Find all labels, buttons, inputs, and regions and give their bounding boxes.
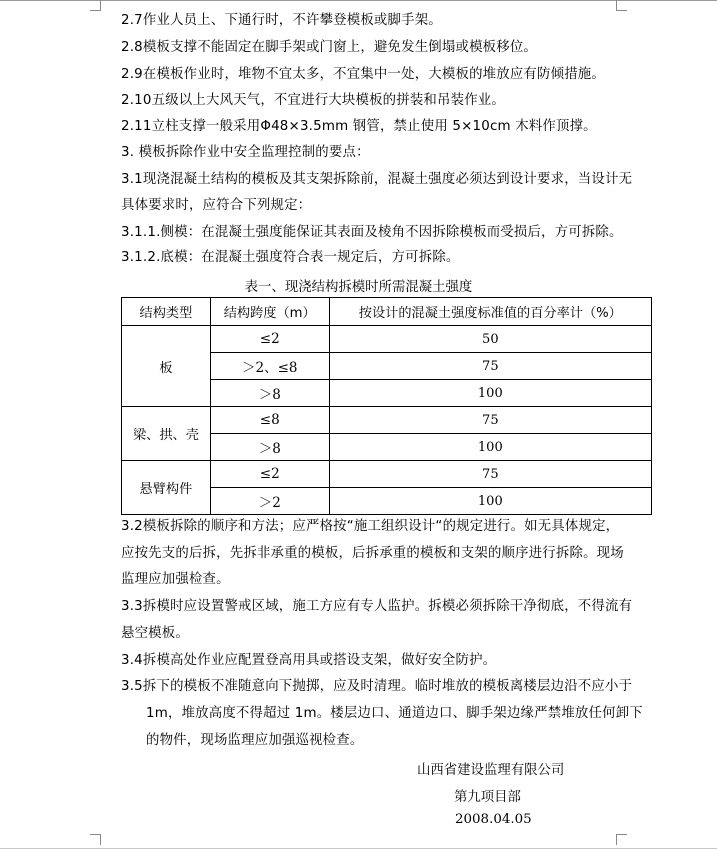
paragraph-2-9: 2.9在模板作业时，堆物不宜太多，不宜集中一处，大模板的堆放应有防倾措施。 [121,67,605,82]
paragraph-3-2-line2: 应按先支的后拆，先拆非承重的模板，后拆承重的模板和支架的顺序进行拆除。现场 [121,546,624,561]
margin-mark-top-right [616,0,627,11]
paragraph-3-2-line1: 3.2模板拆除的顺序和方法；应严格按“施工组织设计“的规定进行。如无具体规定， [121,519,620,534]
cell-span: ≤2 [210,461,329,488]
table-caption: 表一、现浇结构拆模时所需混凝土强度 [244,280,473,295]
cell-percentage: 75 [329,353,651,380]
cell-span: ＞8 [210,380,329,407]
paragraph-2-7: 2.7作业人员上、下通行时，不许攀登模板或脚手架。 [121,13,442,28]
paragraph-3-3-line1: 3.3拆模时应设置警戒区域，施工方应有专人监护。拆模必须拆除干净彻底，不得流有 [121,599,633,614]
paragraph-3-5-line3: 的物件，现场监理应加强巡视检查。 [146,733,364,748]
paragraph-3-5-line2: 1m，堆放高度不得超过 1m。楼层边口、通道边口、脚手架边缘严禁堆放任何卸下 [146,706,643,721]
header-structure-type: 结构类型 [122,298,211,326]
paragraph-2-8: 2.8模板支撑不能固定在脚手架或门窗上，避免发生倒塌或模板移位。 [121,40,538,55]
cell-percentage: 75 [329,461,651,488]
signature-department: 第九项目部 [454,790,521,805]
table-row [122,407,652,434]
margin-mark-top-left [90,0,101,11]
cell-percentage: 50 [329,326,651,353]
paragraph-3-3-line2: 悬空模板。 [121,626,189,641]
margin-mark-bottom-right [616,834,627,845]
cell-structure-type: 板 [122,326,211,407]
header-span: 结构跨度（m） [210,298,329,326]
cell-percentage: 100 [329,434,651,461]
paragraph-2-10: 2.10五级以上大风天气，不宜进行大块模板的拼装和吊装作业。 [121,93,505,108]
cell-span: ≤2 [210,326,329,353]
header-percentage: 按设计的混凝土强度标准值的百分率计（%） [329,298,651,326]
signature-date: 2008.04.05 [455,812,532,827]
paragraph-3-1-2: 3.1.2.底模：在混凝土强度符合表一规定后，方可拆除。 [121,250,460,265]
cell-percentage: 100 [329,488,651,515]
paragraph-3-5-line1: 3.5拆下的模板不准随意向下抛掷，应及时清理。临时堆放的模板离楼层边沿不应小于 [121,679,633,694]
table-row [122,326,652,353]
section-3-heading: 3. 模板拆除作业中安全监理控制的要点： [121,145,370,160]
cell-structure-type: 梁、拱、壳 [122,407,211,461]
cell-span: ≤8 [210,407,329,434]
paragraph-3-1-1: 3.1.1.侧模：在混凝土强度能保证其表面及棱角不因拆除模板而受损后，方可拆除。 [121,225,623,240]
margin-mark-bottom-left [90,834,101,845]
table-row [122,461,652,488]
concrete-strength-table [121,297,652,515]
table-header-row [122,298,652,326]
paragraph-2-11: 2.11立柱支撑一般采用Φ48×3.5mm 钢管，禁止使用 5×10cm 木料作顶撑。 [121,119,597,134]
signature-company: 山西省建设监理有限公司 [417,763,565,778]
paragraph-3-4: 3.4拆模高处作业应配置登高用具或搭设支架，做好安全防护。 [121,653,497,668]
paragraph-3-1-line1: 3.1现浇混凝土结构的模板及其支架拆除前，混凝土强度必须达到设计要求，当设计无 [121,172,633,187]
page-top-border [0,0,717,5]
cell-percentage: 100 [329,380,651,407]
paragraph-3-2-line3: 监理应加强检查。 [121,572,230,587]
cell-percentage: 75 [329,407,651,434]
paragraph-3-1-line2: 具体要求时，应符合下列规定： [121,198,312,213]
cell-structure-type: 悬臂构件 [122,461,211,515]
cell-span: ＞8 [210,434,329,461]
cell-span: ＞2、≤8 [210,353,329,380]
cell-span: ＞2 [210,488,329,515]
